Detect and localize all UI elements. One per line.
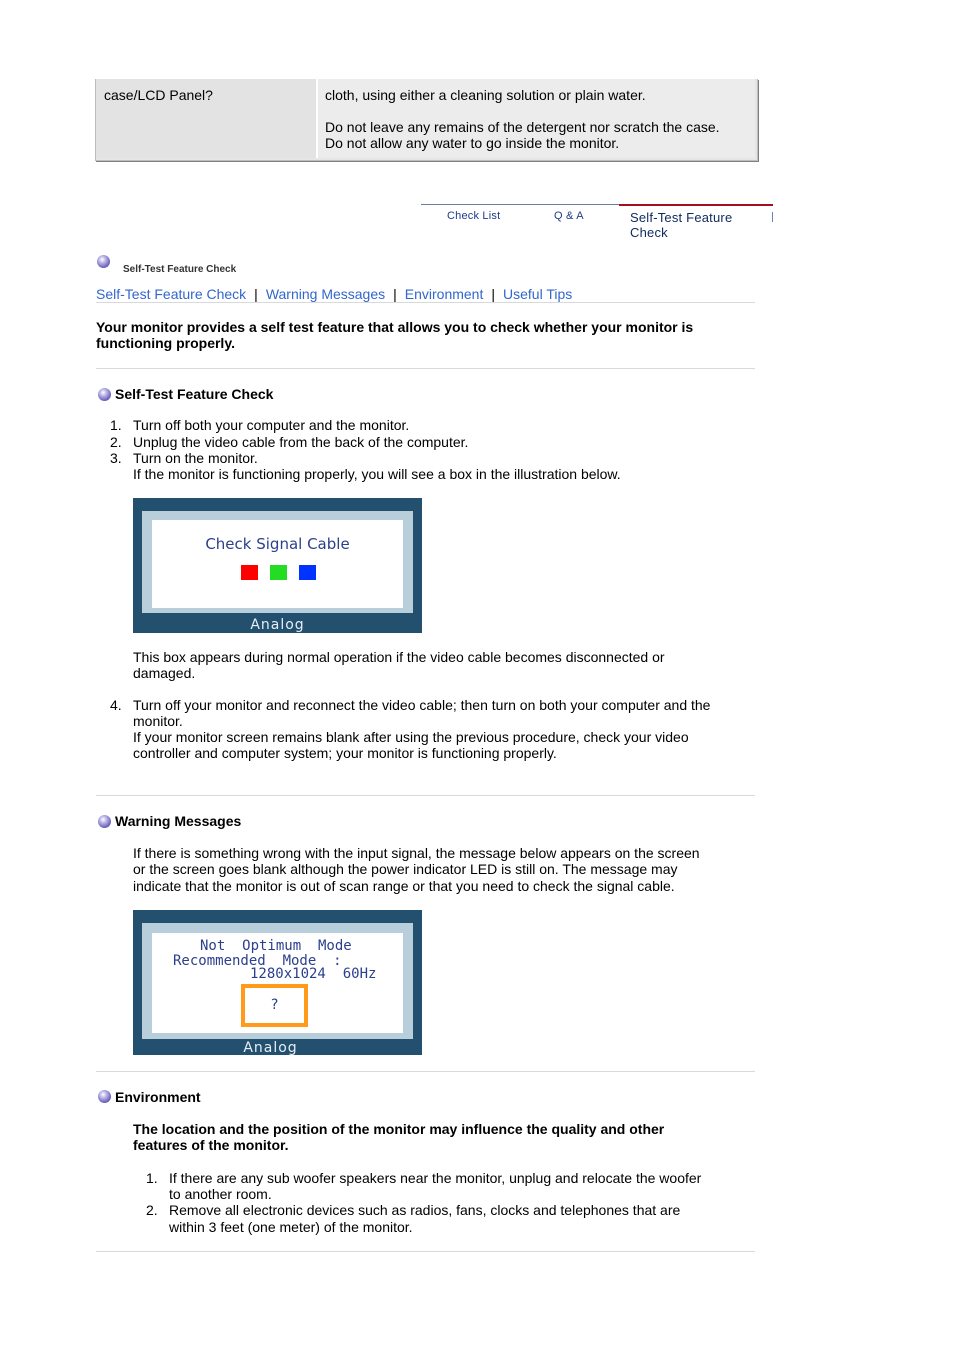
table-answer-line: Do not allow any water to go inside the monitor. <box>325 135 620 151</box>
screen-message: Recommended Mode : <box>173 953 342 969</box>
nav-separator: | <box>254 286 258 302</box>
box-caption: damaged. <box>133 665 196 681</box>
intro-line: Your monitor provides a self test feature that allows you to check whether your monitor is <box>96 319 694 335</box>
screen-footer-label: Analog <box>250 617 305 633</box>
question-mark: ? <box>270 997 279 1013</box>
table-cell-answer <box>318 79 755 158</box>
blue-square <box>299 565 316 580</box>
step-text: Turn off both your computer and the monitor. <box>133 417 410 433</box>
step-text: monitor. <box>133 713 183 729</box>
green-square <box>270 565 287 580</box>
tab-check-list[interactable]: Check List <box>447 210 501 222</box>
screen-footer-label: Analog <box>243 1040 298 1056</box>
divider <box>96 795 755 796</box>
step-number: 1. <box>110 417 122 433</box>
monitor-screen <box>152 933 403 1033</box>
list-item-text: If there are any sub woofer speakers near the monitor, unplug and relocate the woofer <box>169 1170 702 1186</box>
check-signal-illustration <box>133 498 422 633</box>
step-text: Turn off your monitor and reconnect the video cable; then turn on both your computer and the <box>133 697 711 713</box>
list-item-text: Remove all electronic devices such as radios, fans, clocks and telephones that are <box>169 1202 681 1218</box>
divider <box>96 368 755 369</box>
nav-link-environment[interactable]: Environment <box>404 286 484 302</box>
question-highlight <box>241 984 308 1027</box>
table-answer-line: Do not leave any remains of the detergent nor scratch the case. <box>325 119 720 135</box>
bullet-icon <box>97 255 110 268</box>
step-note: If the monitor is functioning properly, you will see a box in the illustration below. <box>133 466 621 482</box>
bullet-icon <box>98 388 111 401</box>
screen-message: Check Signal Cable <box>205 535 350 553</box>
bullet-icon <box>98 1090 111 1103</box>
step-text: Turn on the monitor. <box>133 450 258 466</box>
nav-link-self-test[interactable]: Self-Test Feature Check <box>96 286 247 302</box>
warning-heading: Warning Messages <box>115 813 242 829</box>
environment-intro: features of the monitor. <box>133 1137 289 1153</box>
nav-link-warning[interactable]: Warning Messages <box>265 286 386 302</box>
warning-text: If there is something wrong with the input signal, the message below appears on the screen <box>133 845 700 861</box>
environment-heading: Environment <box>115 1089 201 1105</box>
nav-separator: | <box>393 286 397 302</box>
intro-line: functioning properly. <box>96 335 235 351</box>
step-text: Unplug the video cable from the back of the computer. <box>133 434 469 450</box>
list-item-text: to another room. <box>169 1186 272 1202</box>
monitor-screen <box>152 520 403 608</box>
warning-text: or the screen goes blank although the power indicator LED is still on. The message may <box>133 861 678 877</box>
active-tab-indicator <box>619 204 773 206</box>
cleaning-table <box>95 79 758 161</box>
intro-text <box>96 319 693 351</box>
step-text: If your monitor screen remains blank after using the previous procedure, check your video <box>133 729 689 745</box>
tab-self-test[interactable]: Self-Test Feature Check <box>630 210 733 240</box>
section-nav <box>96 286 572 302</box>
nav-separator: | <box>491 286 495 302</box>
step-text: controller and computer system; your monitor is functioning properly. <box>133 745 557 761</box>
list-item-number: 2. <box>146 1202 158 1218</box>
tab-bar <box>421 204 773 240</box>
table-cell-question <box>96 79 318 158</box>
nav-link-useful-tips[interactable]: Useful Tips <box>503 286 573 302</box>
step-number: 2. <box>110 434 122 450</box>
tab-qa[interactable]: Q & A <box>554 210 584 222</box>
box-caption: This box appears during normal operation if the video cable becomes disconnected or <box>133 649 665 665</box>
divider <box>96 1071 755 1072</box>
warning-text: indicate that the monitor is out of scan range or that you need to check the signal cable. <box>133 878 675 894</box>
divider <box>96 1251 755 1252</box>
tab-separator <box>772 212 773 222</box>
list-item-text: within 3 feet (one meter) of the monitor. <box>169 1219 413 1235</box>
divider <box>96 302 755 303</box>
list-item-number: 1. <box>146 1170 158 1186</box>
self-test-heading: Self-Test Feature Check <box>115 386 274 402</box>
not-optimum-illustration <box>133 910 422 1055</box>
page-title: Self-Test Feature Check <box>123 264 237 275</box>
step-number: 4. <box>110 697 122 713</box>
environment-intro: The location and the position of the monitor may influence the quality and other <box>133 1121 665 1137</box>
screen-message: 1280x1024 60Hz <box>250 966 377 982</box>
red-square <box>241 565 258 580</box>
table-cell-text: case/LCD Panel? <box>104 87 213 103</box>
bullet-icon <box>98 815 111 828</box>
table-answer-line: cloth, using either a cleaning solution or plain water. <box>325 87 646 103</box>
screen-message: Not Optimum Mode <box>200 938 352 954</box>
step-number: 3. <box>110 450 122 466</box>
